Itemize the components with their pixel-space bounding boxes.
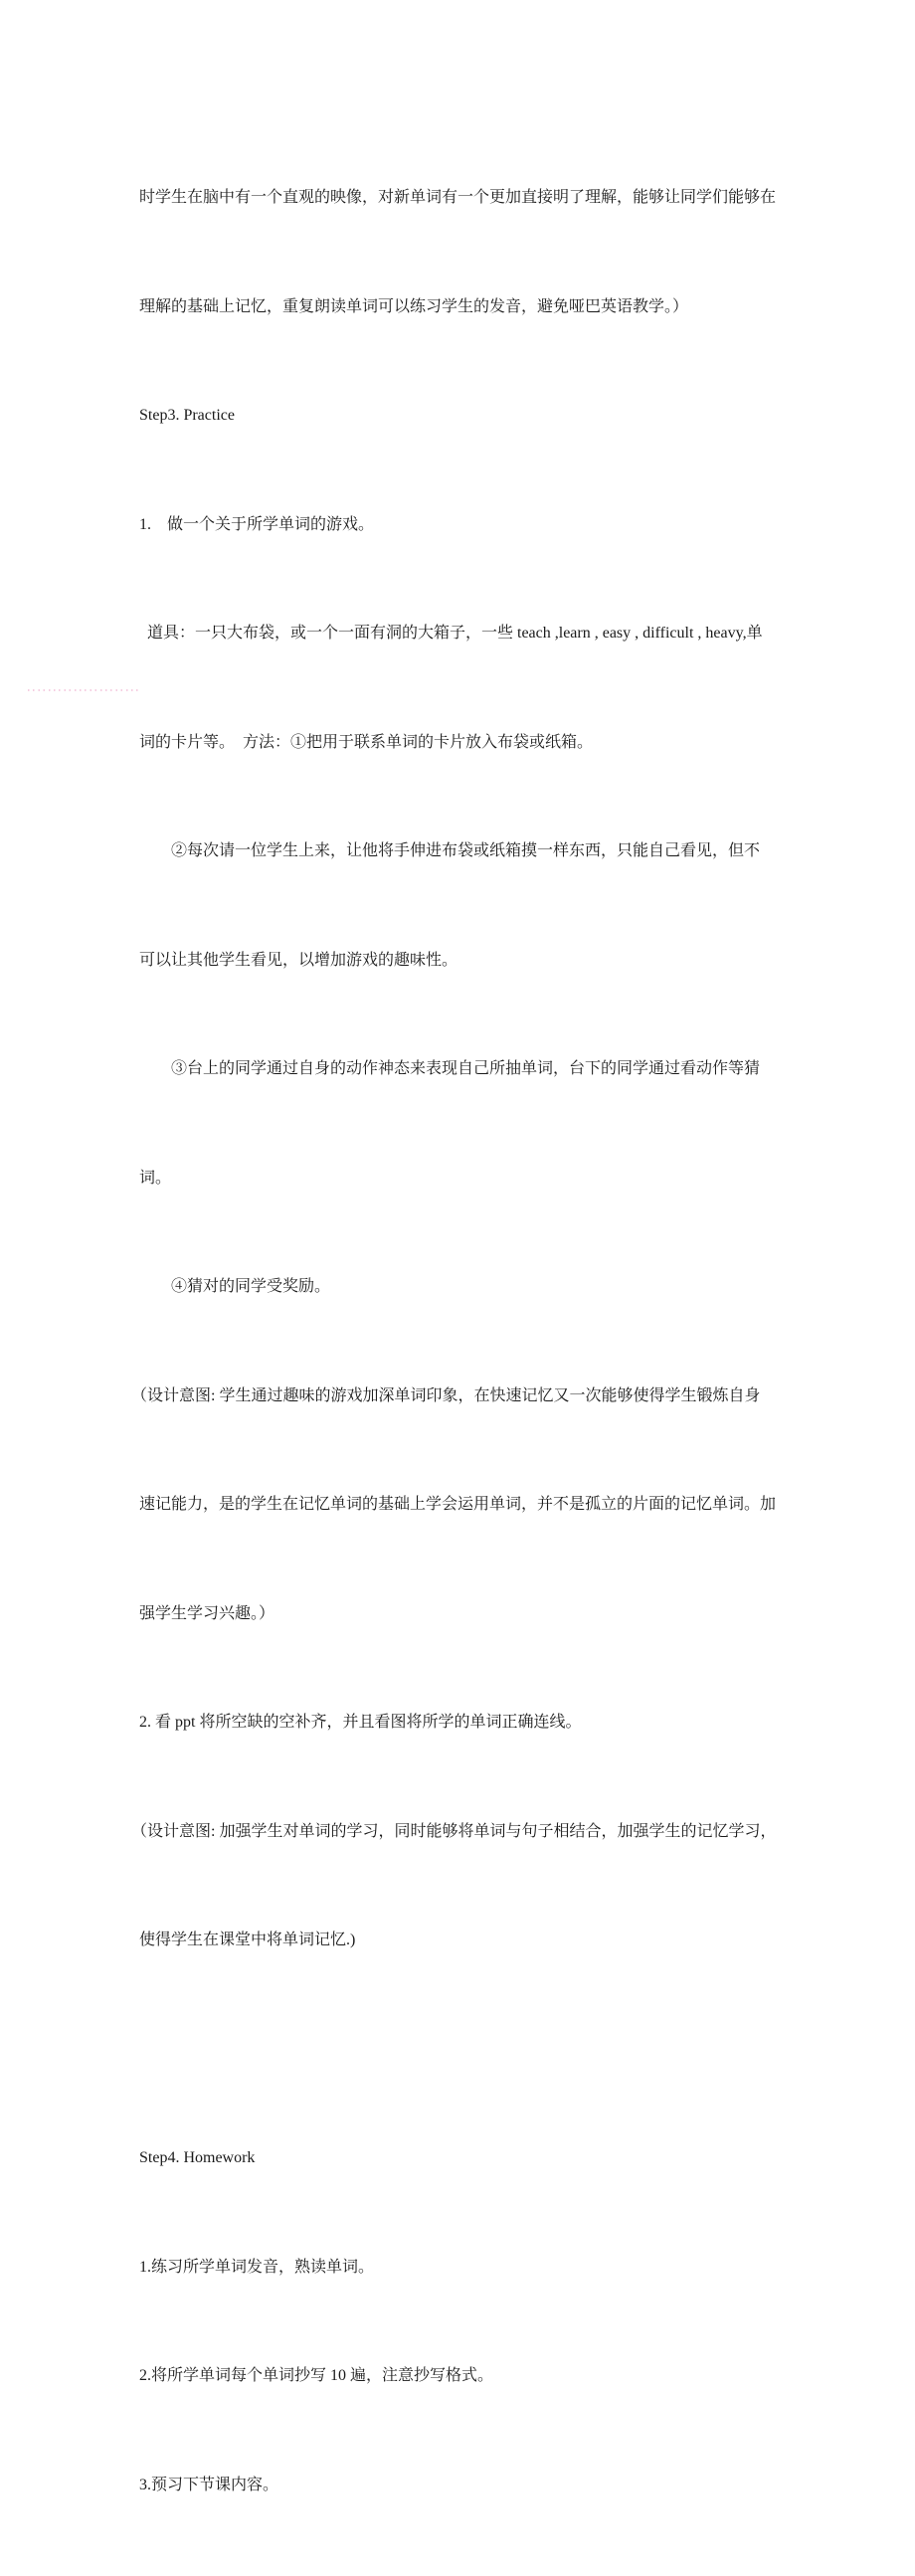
text-line: 1.练习所学单词发音，熟读单词。 [139,2258,375,2276]
text-line: 词。 [139,1169,172,1187]
text-line: 道具：一只大布袋，或一个一面有洞的大箱子，一些 teach ,learn , easy , difficult , heavy,单 [139,625,763,642]
text-line: 1. 做一个关于所学单词的游戏。 [139,515,375,533]
text-line: ③台上的同学通过自身的动作神态来表现自己所抽单词，台下的同学通过看动作等猜 [139,1060,761,1077]
text-line: 理解的基础上记忆，重复朗读单词可以练习学生的发音，避免哑巴英语教学。） [139,297,689,315]
design-intent-line: （设计意图: 学生通过趣味的游戏加深单词印象，在快速记忆又一次能够使得学生锻炼自身 [131,1386,761,1404]
dotted-line-artifact [28,689,139,691]
text-line: ②每次请一位学生上来，让他将手伸进布袋或纸箱摸一样东西，只能自己看见，但不 [139,842,761,859]
document-text-block [131,107,816,2576]
step4-heading: Step4. Homework [139,2149,256,2166]
text-line: 2.将所学单词每个单词抄写 10 遍，注意抄写格式。 [139,2367,494,2384]
text-line: 2. 看 ppt 将所空缺的空补齐，并且看图将所学的单词正确连线。 [139,1714,582,1731]
text-line: 可以让其他学生看见，以增加游戏的趣味性。 [139,951,458,969]
design-intent-line: （设计意图: 加强学生对单词的学习，同时能够将单词与句子相结合，加强学生的记忆学习， [131,1822,777,1840]
text-line: 词的卡片等。 方法：①把用于联系单词的卡片放入布袋或纸箱。 [139,733,594,751]
blank-line [139,2032,816,2069]
step3-heading: Step3. Practice [139,407,235,424]
text-line: ④猜对的同学受奖励。 [139,1278,331,1295]
text-line: 使得学生在课堂中将单词记忆.) [139,1932,356,1948]
text-line: 速记能力，是的学生在记忆单词的基础上学会运用单词，并不是孤立的片面的记忆单词。加 [139,1496,777,1513]
text-line: 强学生学习兴趣。） [139,1604,275,1622]
text-line: 3.预习下节课内容。 [139,2476,279,2493]
text-line: 时学生在脑中有一个直观的映像，对新单词有一个更加直接明了理解，能够让同学们能够在 [139,189,777,206]
